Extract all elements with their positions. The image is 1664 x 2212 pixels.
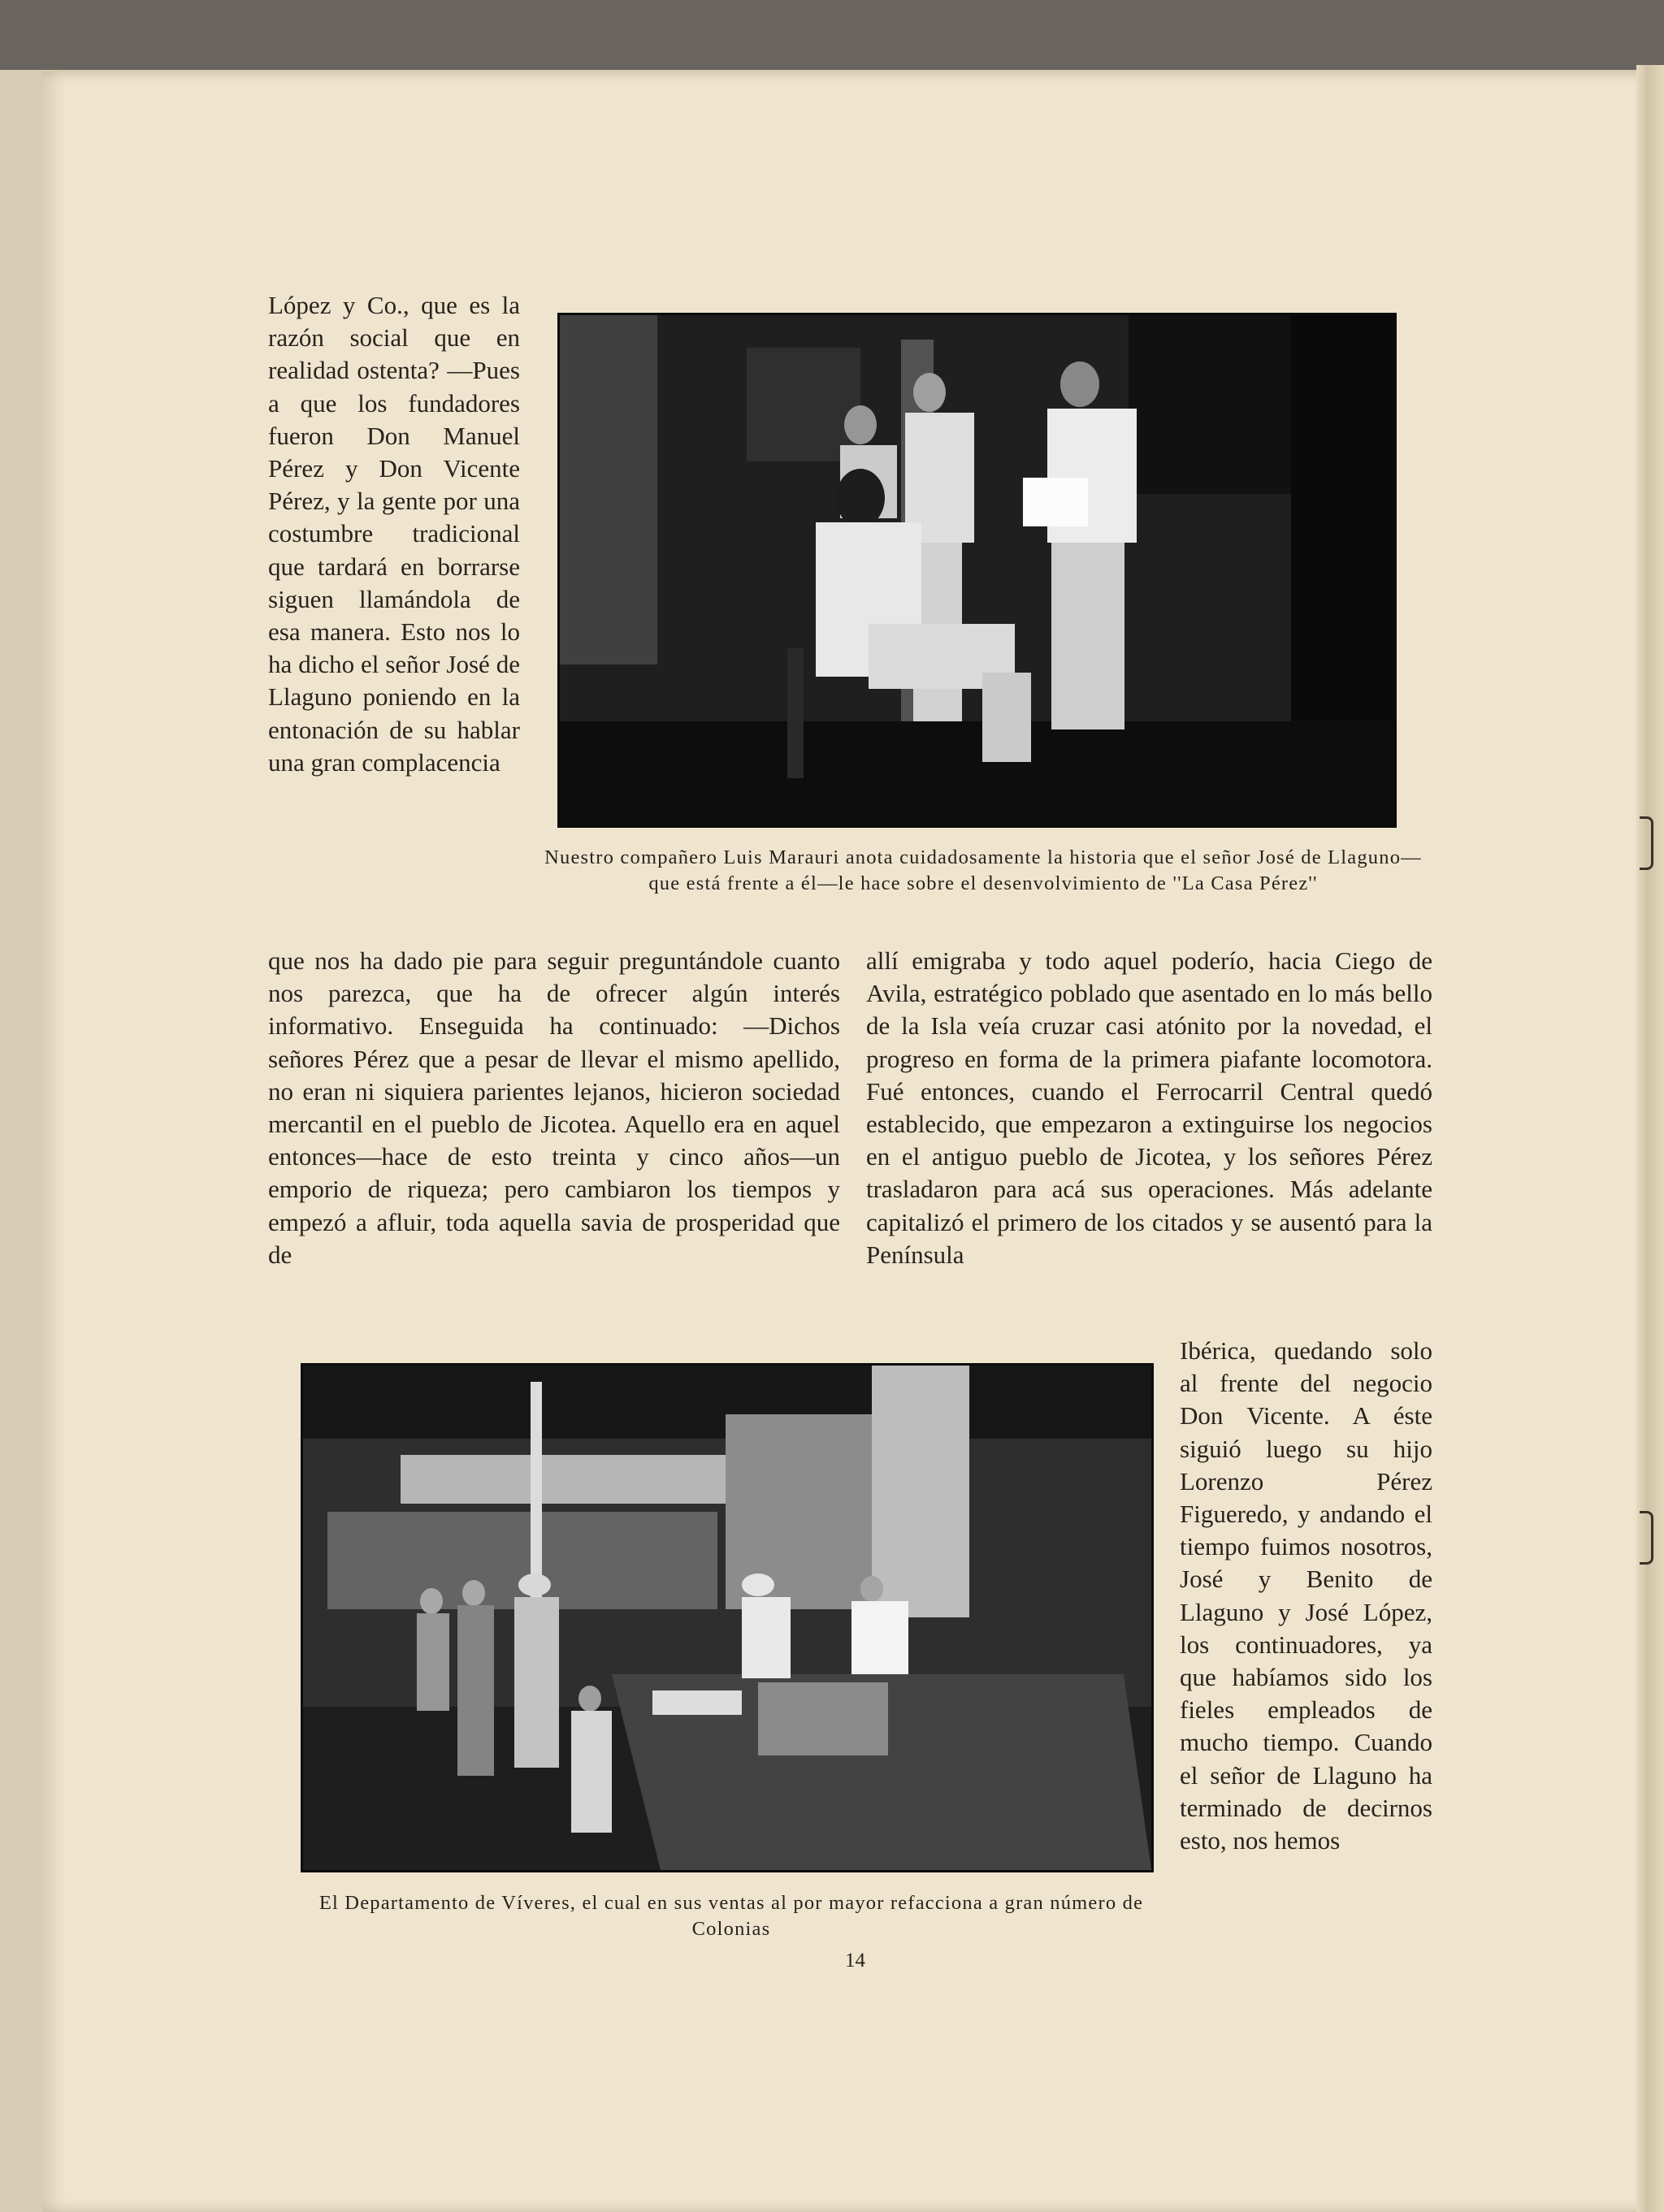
next-page-edge xyxy=(1636,65,1664,2212)
article-column-1-bottom: que nos ha dado pie para seguir preguntándole cuanto nos parezca, que ha de ofrecer algún interés informativo. Enseguida ha continuado: —Dichos señores Pérez que a pesar de llevar el mismo apellido, no eran ni siquiera parientes lejanos, hicieron sociedad mercantil en el pueblo de Jicotea. Aquello era en aquel entonces—hace de esto treinta y cinco años—un emporio de riqueza; pero cambiaron los tiempos y empezó a afluir, toda aquella savia de prosperidad que de xyxy=(268,946,840,1269)
office-photo xyxy=(557,313,1397,828)
scanner-background xyxy=(0,0,1664,70)
page-number: 14 xyxy=(845,1950,865,1972)
binding-staple-icon xyxy=(1640,816,1653,870)
photo-caption-top: Nuestro compañero Luis Marauri anota cuidadosamente la historia que el señor José de Llaguno—que está frente a él—le hace sobre el desenvolvimiento de ''La Casa Pérez'' xyxy=(544,846,1422,894)
article-column-1-top: López y Co., que es la razón social que en realidad ostenta? —Pues a que los fundadores fueron Don Manuel Pérez y Don Vicente Pérez, y la gente por una costumbre tradicional que tardará en borrarse siguen llamándola de esa manera. Esto nos lo ha dicho el señor José de Llaguno poniendo en la entonación de su hablar una gran complacencia xyxy=(268,291,520,777)
grocery-photo-illustration xyxy=(303,1366,1151,1870)
grocery-department-photo xyxy=(301,1363,1154,1872)
photo-caption-bottom: El Departamento de Víveres, el cual en sus ventas al por mayor refacciona a gran número de Colonias xyxy=(318,1892,1144,1940)
binding-staple-icon xyxy=(1640,1511,1653,1565)
article-column-2: allí emigraba y todo aquel poderío, hacia Ciego de Avila, estratégico poblado que asentado en lo más bello de la Isla veía cruzar casi atónito por la novedad, el progreso en forma de la primera piafante locomotora. Fué entonces, cuando el Ferrocarril Central quedó establecido, que empezaron a extinguirse los negocios en el antiguo pueblo de Jicotea, y los señores Pérez trasladaron para acá sus operaciones. Más adelante capitalizó el primero de los citados y se ausentó para la Península xyxy=(866,946,1432,1269)
office-photo-illustration xyxy=(560,315,1394,825)
article-column-3: Ibérica, quedando solo al frente del negocio Don Vicente. A éste siguió luego su hijo Lorenzo Pérez Figueredo, y andando el tiempo fuimos nosotros, José y Benito de Llaguno y José López, los continuadores, ya que habíamos sido los fieles empleados de mucho tiempo. Cuando el señor de Llaguno ha terminado de decirnos esto, nos hemos xyxy=(1180,1336,1432,1855)
